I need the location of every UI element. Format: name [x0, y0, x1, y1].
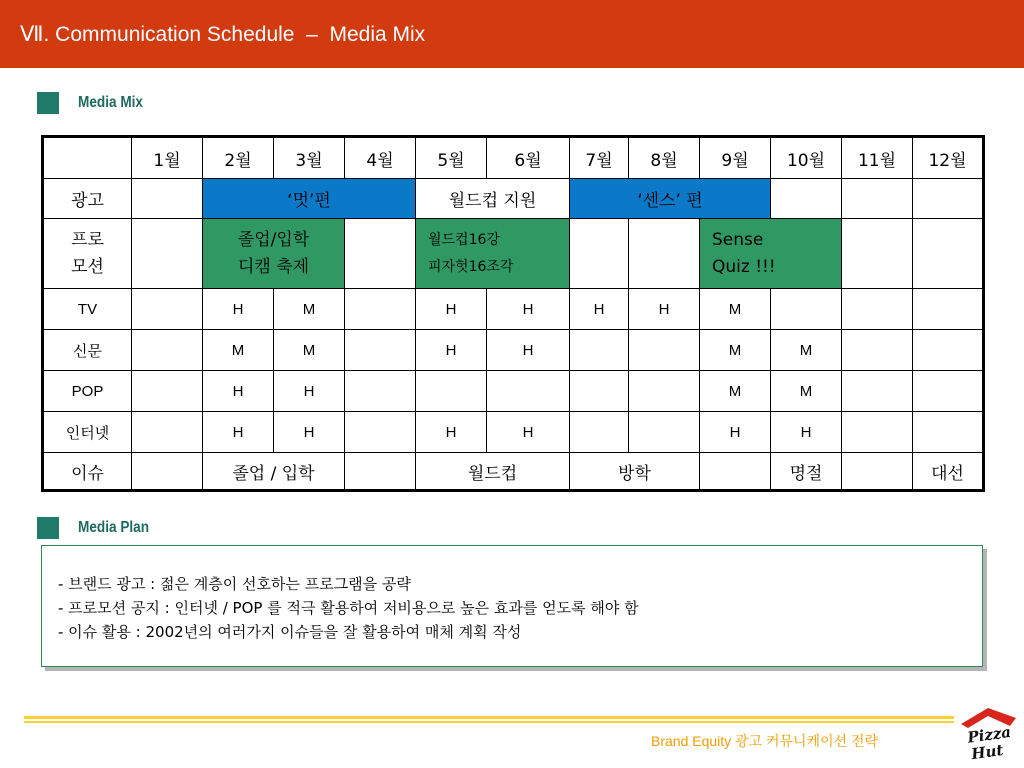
- section-title-media-plan: Media Plan: [78, 519, 150, 536]
- media-cell: [913, 289, 984, 330]
- media-cell: [570, 330, 629, 371]
- media-cell: H: [771, 412, 842, 453]
- pizza-hut-logo: [958, 702, 1018, 764]
- media-row: [43, 371, 984, 412]
- media-cell: [771, 289, 842, 330]
- promotion-period-1: [203, 219, 345, 289]
- media-cell: [842, 330, 913, 371]
- footer-rule: [24, 721, 954, 723]
- plan-line: - 이슈 활용 : 2002년의 여러가지 이슈들을 잘 활용하여 매체 계획 작성: [58, 623, 522, 641]
- media-cell: M: [771, 330, 842, 371]
- month-header: 9월: [700, 137, 771, 179]
- empty-cell: [345, 453, 416, 491]
- month-header: 5월: [416, 137, 487, 179]
- plan-line: - 프로모션 공지 : 인터넷 / POP 를 적극 활용하여 저비용으로 높은 효과를 얻도록 해야 함: [58, 599, 639, 617]
- media-cell: M: [203, 330, 274, 371]
- empty-cell: [842, 179, 913, 219]
- row-label-media: TV: [43, 289, 132, 330]
- promotion-row: [43, 219, 984, 289]
- promotion-label-line2: 모션: [71, 256, 104, 277]
- month-header: 6월: [487, 137, 570, 179]
- issue-4: 명절: [771, 453, 842, 491]
- promotion-3-line2: Quiz !!!: [712, 256, 776, 277]
- issue-5: 대선: [913, 453, 984, 491]
- month-header: 8월: [629, 137, 700, 179]
- month-header: 12월: [913, 137, 984, 179]
- media-cell: M: [700, 289, 771, 330]
- issue-2: 월드컵: [416, 453, 570, 491]
- empty-cell: [570, 219, 629, 289]
- promotion-1-line1: 졸업/입학: [237, 229, 310, 250]
- media-cell: [842, 371, 913, 412]
- ad-period-1: ‘멋’편: [203, 179, 416, 219]
- month-header: 10월: [771, 137, 842, 179]
- promotion-2-line1: 월드컵16강: [428, 231, 500, 248]
- media-cell: H: [570, 289, 629, 330]
- media-plan-text: [58, 572, 639, 644]
- media-cell: H: [203, 412, 274, 453]
- media-cell: [345, 412, 416, 453]
- empty-cell: [913, 179, 984, 219]
- empty-cell: [132, 453, 203, 491]
- media-cell: [345, 371, 416, 412]
- media-cell: [416, 371, 487, 412]
- media-cell: H: [416, 289, 487, 330]
- plan-line: - 브랜드 광고 : 젊은 계층이 선호하는 프로그램을 공략: [58, 575, 411, 593]
- media-cell: M: [700, 371, 771, 412]
- media-cell: [132, 289, 203, 330]
- media-cell: H: [203, 371, 274, 412]
- media-mix-table: [41, 135, 985, 492]
- media-cell: H: [274, 371, 345, 412]
- media-cell: [629, 371, 700, 412]
- empty-cell: [629, 219, 700, 289]
- logo-text-line2: Hut: [970, 740, 1005, 764]
- media-cell: [629, 330, 700, 371]
- issue-3: 방학: [570, 453, 700, 491]
- row-label-issue: 이슈: [43, 453, 132, 491]
- media-row: [43, 412, 984, 453]
- page-title: Ⅶ. Communication Schedule – Media Mix: [20, 23, 426, 46]
- media-cell: H: [416, 412, 487, 453]
- month-header: 4월: [345, 137, 416, 179]
- promotion-period-3: [700, 219, 842, 289]
- ad-period-3: ‘센스’ 편: [570, 179, 771, 219]
- media-cell: H: [487, 330, 570, 371]
- media-cell: H: [274, 412, 345, 453]
- media-cell: M: [274, 330, 345, 371]
- ad-period-2: 월드컵 지원: [416, 179, 570, 219]
- month-header-row: [43, 137, 984, 179]
- media-cell: [345, 289, 416, 330]
- media-cell: [913, 371, 984, 412]
- empty-cell: [700, 453, 771, 491]
- media-cell: H: [416, 330, 487, 371]
- corner-cell: [43, 137, 132, 179]
- title-bar: [0, 0, 1024, 68]
- section-square-icon: [37, 517, 59, 539]
- media-cell: M: [700, 330, 771, 371]
- media-cell: [629, 412, 700, 453]
- ad-row: [43, 179, 984, 219]
- row-label-media: 인터넷: [43, 412, 132, 453]
- empty-cell: [345, 219, 416, 289]
- empty-cell: [132, 219, 203, 289]
- promotion-period-2: [416, 219, 570, 289]
- media-cell: [842, 289, 913, 330]
- promotion-3-line1: Sense: [712, 229, 764, 250]
- empty-cell: [842, 219, 913, 289]
- month-header: 2월: [203, 137, 274, 179]
- media-cell: H: [203, 289, 274, 330]
- media-cell: [913, 412, 984, 453]
- empty-cell: [132, 179, 203, 219]
- promotion-2-line2: 피자헛16조각: [428, 258, 514, 275]
- media-cell: H: [700, 412, 771, 453]
- issue-1: 졸업 / 입학: [203, 453, 345, 491]
- media-row: [43, 330, 984, 371]
- media-cell: [913, 330, 984, 371]
- promotion-label-line1: 프로: [71, 229, 104, 250]
- media-plan-box: [41, 545, 983, 667]
- month-header: 11월: [842, 137, 913, 179]
- issue-row: [43, 453, 984, 491]
- logo-text-line1: Pizza: [966, 722, 1013, 747]
- row-label-media: 신문: [43, 330, 132, 371]
- section-title-media-mix: Media Mix: [78, 94, 143, 111]
- media-cell: H: [487, 412, 570, 453]
- footer-text: Brand Equity 광고 커뮤니케이션 전략: [651, 733, 879, 749]
- empty-cell: [913, 219, 984, 289]
- media-cell: [842, 412, 913, 453]
- row-label-promotion: [43, 219, 132, 289]
- row-label-media: POP: [43, 371, 132, 412]
- media-row: [43, 289, 984, 330]
- media-cell: [487, 371, 570, 412]
- media-cell: H: [629, 289, 700, 330]
- month-header: 3월: [274, 137, 345, 179]
- media-cell: M: [274, 289, 345, 330]
- media-cell: [570, 412, 629, 453]
- footer-rule: [24, 716, 954, 719]
- month-header: 7월: [570, 137, 629, 179]
- media-cell: [345, 330, 416, 371]
- row-label-ad: 광고: [43, 179, 132, 219]
- media-rows: [43, 289, 984, 453]
- month-header: 1월: [132, 137, 203, 179]
- section-square-icon: [37, 92, 59, 114]
- media-cell: [132, 412, 203, 453]
- media-cell: [132, 330, 203, 371]
- empty-cell: [842, 453, 913, 491]
- media-cell: [570, 371, 629, 412]
- media-cell: M: [771, 371, 842, 412]
- empty-cell: [771, 179, 842, 219]
- media-cell: H: [487, 289, 570, 330]
- media-cell: [132, 371, 203, 412]
- promotion-1-line2: 디캠 축제: [237, 256, 310, 277]
